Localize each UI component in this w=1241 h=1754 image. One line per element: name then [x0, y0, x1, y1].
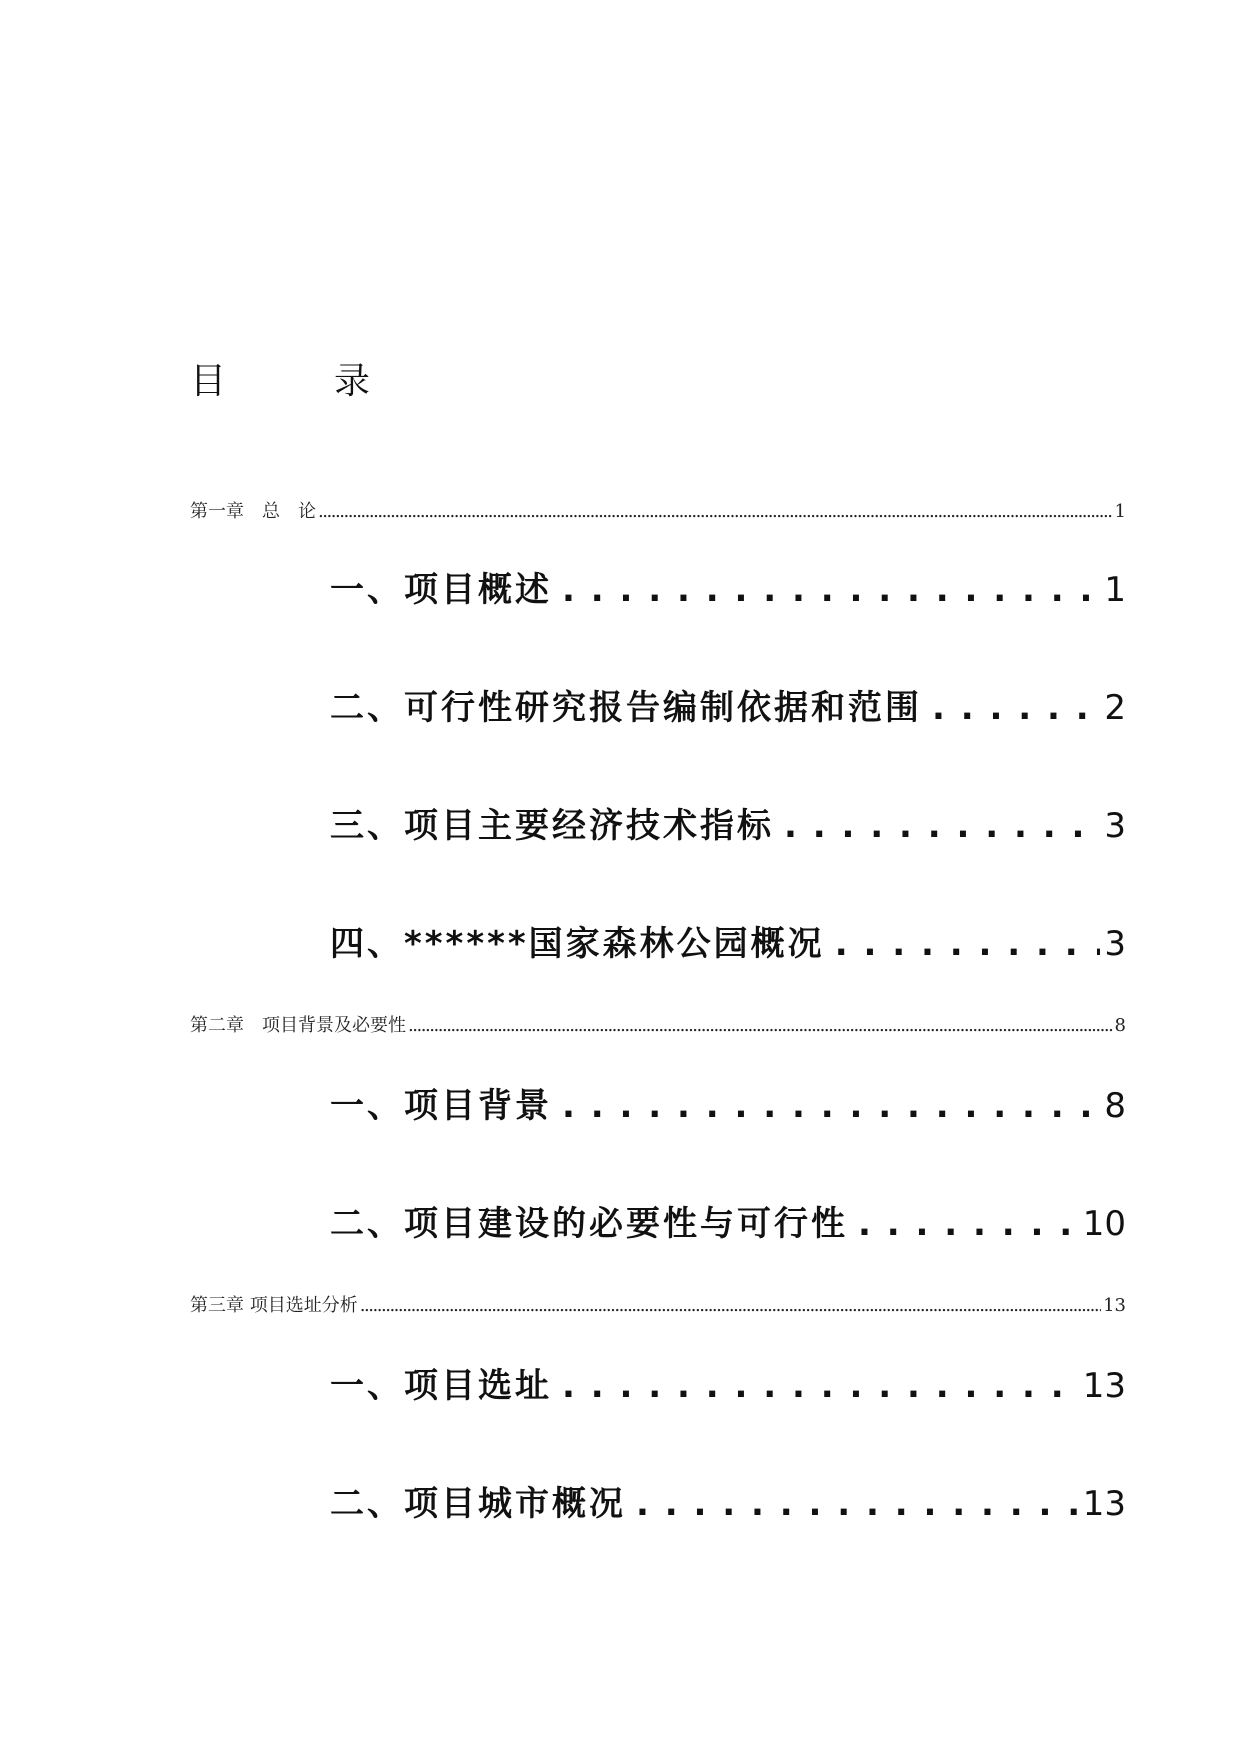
toc-entry-page: 8 — [1114, 1015, 1126, 1036]
dot-leader — [562, 1084, 1100, 1128]
toc-entry-chapter-2[interactable] — [190, 1014, 1126, 1038]
toc-entry-section-3-2[interactable] — [330, 1482, 1126, 1526]
toc-entry-chapter-3[interactable] — [190, 1294, 1126, 1318]
toc-entry-text: 第二章 项目背景及必要性 — [190, 1015, 406, 1036]
toc-entry-section-1-3[interactable] — [330, 804, 1126, 848]
toc-entry-section-1-1[interactable] — [330, 568, 1126, 612]
dot-leader — [408, 1014, 1113, 1038]
toc-entry-text: 二、可行性研究报告编制依据和范围 — [330, 688, 922, 728]
toc-entry-text: 二、项目城市概况 — [330, 1484, 626, 1524]
dot-leader — [360, 1294, 1101, 1318]
toc-entry-page: 3 — [1104, 806, 1126, 846]
toc-entry-text: 四、******国家森林公园概况 — [330, 924, 825, 964]
toc-entry-page: 13 — [1103, 1295, 1126, 1316]
dot-leader — [835, 922, 1101, 966]
toc-entry-page: 13 — [1082, 1366, 1126, 1406]
dot-leader — [636, 1482, 1079, 1526]
toc-entry-section-2-2[interactable] — [330, 1202, 1126, 1246]
dot-leader — [318, 500, 1113, 524]
toc-entry-text: 三、项目主要经济技术指标 — [330, 806, 774, 846]
toc-entry-page: 1 — [1114, 501, 1126, 522]
dot-leader — [562, 1364, 1079, 1408]
toc-entry-text: 一、项目选址 — [330, 1366, 552, 1406]
dot-leader — [932, 686, 1100, 730]
toc-entry-text: 二、项目建设的必要性与可行性 — [330, 1204, 848, 1244]
toc-entry-section-1-4[interactable] — [330, 922, 1126, 966]
toc-entry-text: 一、项目背景 — [330, 1086, 552, 1126]
toc-entry-text: 第三章 项目选址分析 — [190, 1295, 358, 1316]
toc-entry-section-1-2[interactable] — [330, 686, 1126, 730]
toc-entry-page: 3 — [1104, 924, 1126, 964]
toc-entry-page: 10 — [1082, 1204, 1126, 1244]
toc-entry-section-2-1[interactable] — [330, 1084, 1126, 1128]
dot-leader — [784, 804, 1100, 848]
toc-entry-chapter-1[interactable] — [190, 500, 1126, 524]
dot-leader — [858, 1202, 1079, 1246]
toc-entry-text: 一、项目概述 — [330, 570, 552, 610]
toc-title: 目录 — [190, 361, 479, 402]
toc-entry-text: 第一章 总 论 — [190, 501, 316, 522]
dot-leader — [562, 568, 1100, 612]
toc-entry-page: 8 — [1104, 1086, 1126, 1126]
toc-entry-page: 2 — [1104, 688, 1126, 728]
toc-entry-page: 13 — [1082, 1484, 1126, 1524]
toc-entry-page: 1 — [1104, 570, 1126, 610]
toc-entry-section-3-1[interactable] — [330, 1364, 1126, 1408]
